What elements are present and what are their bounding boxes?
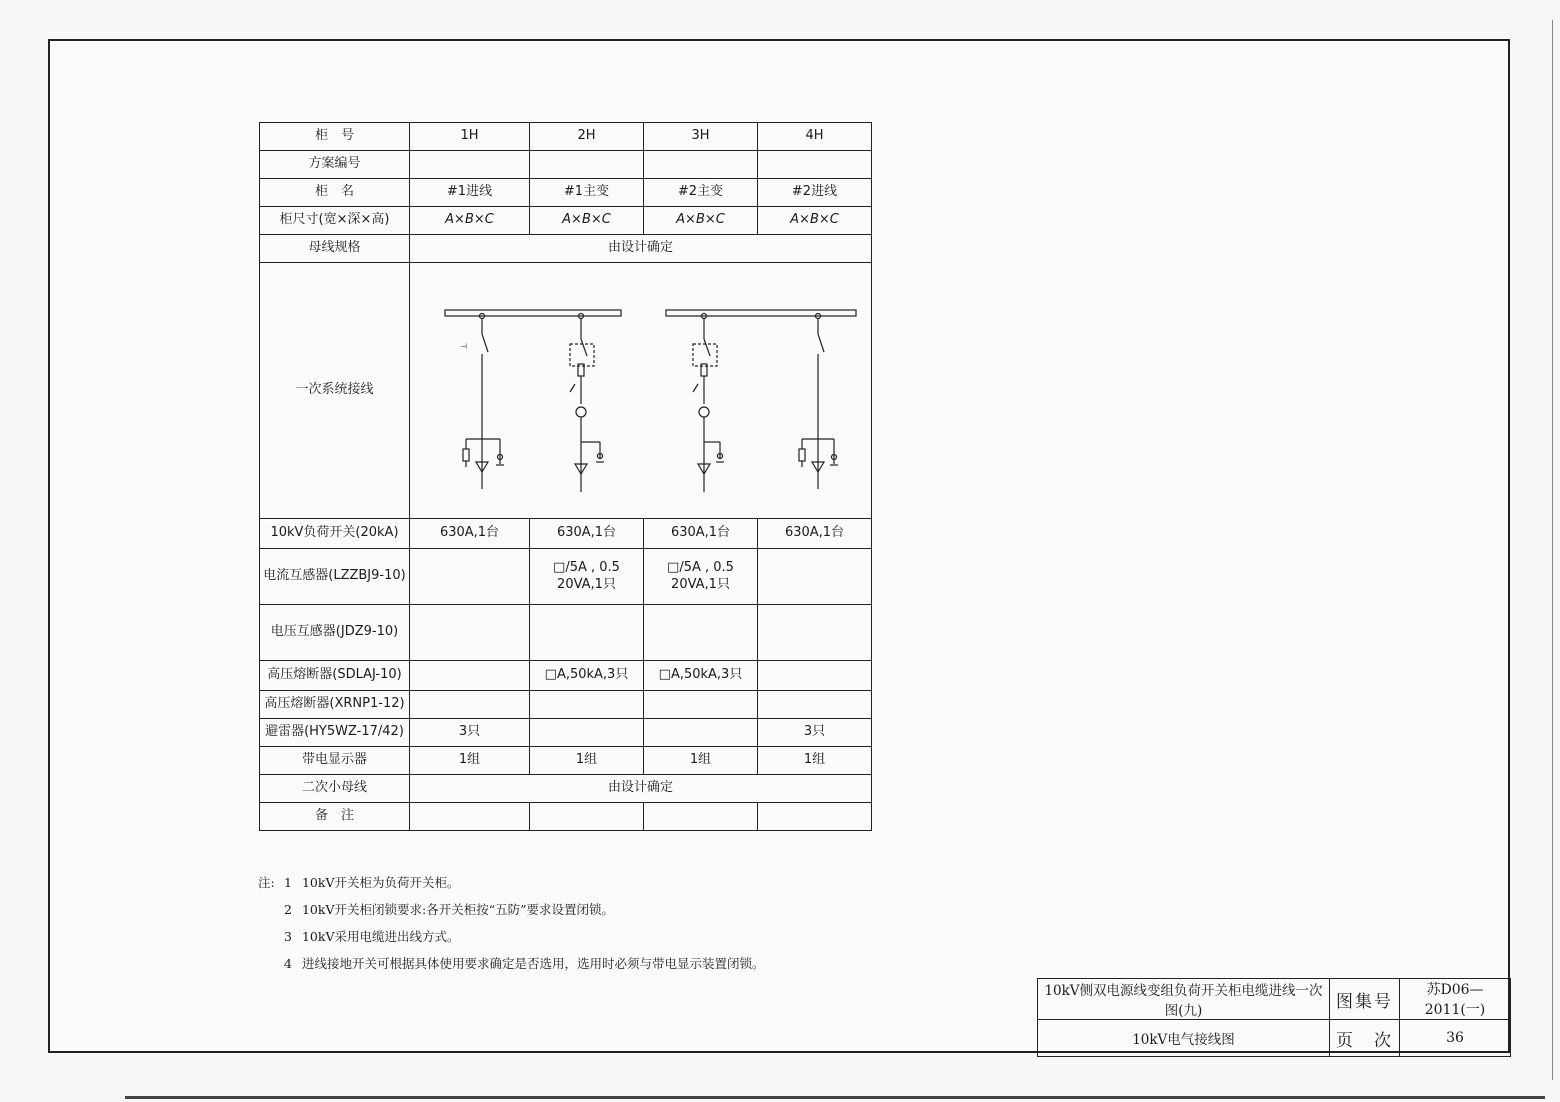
note-item	[258, 900, 978, 927]
feeder-4h	[799, 313, 838, 489]
table-cell	[530, 803, 644, 831]
row-cabinet-name	[260, 179, 872, 207]
row-fuse-xrnp	[260, 691, 872, 719]
label-remarks: 备 注	[260, 803, 410, 831]
label-busbar: 母线规格	[260, 235, 410, 263]
table-cell: 1组	[410, 747, 530, 775]
label-cabinet-size: 柜尺寸(宽×深×高)	[260, 207, 410, 235]
table-cell	[758, 151, 872, 179]
feeder-1h	[460, 313, 504, 489]
table-cell	[530, 691, 644, 719]
table-cell	[758, 803, 872, 831]
table-cell: A×B×C	[410, 207, 530, 235]
feeder-3h	[693, 313, 724, 492]
page-number: 36	[1400, 1020, 1511, 1057]
bottom-rule	[125, 1096, 1545, 1099]
table-cell: #2进线	[758, 179, 872, 207]
table-cell: A×B×C	[530, 207, 644, 235]
note-text: 10kV开关柜为负荷开关柜。	[301, 875, 460, 890]
table-cell: 3只	[410, 719, 530, 747]
table-cell	[758, 605, 872, 661]
table-cell: 1组	[530, 747, 644, 775]
label-fuse-sdlaj: 高压熔断器(SDLAJ-10)	[260, 661, 410, 691]
row-primary-wiring	[260, 263, 872, 519]
table-cell: 630A,1台	[410, 519, 530, 549]
row-cabinet-size	[260, 207, 872, 235]
note-number: 1	[284, 875, 292, 890]
table-cell: A×B×C	[758, 207, 872, 235]
table-cell	[758, 661, 872, 691]
table-cell: □/5A , 0.5 20VA,1只	[530, 549, 644, 605]
row-remarks	[260, 803, 872, 831]
table-cell	[644, 605, 758, 661]
label-cabinet-number: 柜 号	[260, 123, 410, 151]
row-secondary-bus	[260, 775, 872, 803]
label-load-switch: 10kV负荷开关(20kA)	[260, 519, 410, 549]
single-line-diagram-cell	[410, 263, 872, 519]
label-scheme-number: 方案编号	[260, 151, 410, 179]
label-secondary-bus: 二次小母线	[260, 775, 410, 803]
label-arrester: 避雷器(HY5WZ-17/42)	[260, 719, 410, 747]
table-cell: 3只	[758, 719, 872, 747]
row-scheme-number	[260, 151, 872, 179]
secondary-bus-value: 由设计确定	[410, 775, 872, 803]
label-voltage-transformer: 电压互感器(JDZ9-10)	[260, 605, 410, 661]
label-current-transformer: 电流互感器(LZZBJ9-10)	[260, 549, 410, 605]
single-line-diagram	[410, 264, 872, 518]
table-cell: □A,50kA,3只	[530, 661, 644, 691]
table-cell: □/5A , 0.5 20VA,1只	[644, 549, 758, 605]
table-cell: 1组	[644, 747, 758, 775]
table-cell	[410, 549, 530, 605]
table-cell: A×B×C	[644, 207, 758, 235]
note-number: 3	[284, 929, 292, 944]
row-voltage-transformer	[260, 605, 872, 661]
table-cell	[410, 661, 530, 691]
busbar-right	[666, 310, 856, 316]
label-primary-wiring: 一次系统接线	[260, 263, 410, 519]
table-cell	[644, 719, 758, 747]
row-current-transformer	[260, 549, 872, 605]
drawing-subtitle: 10kV电气接线图	[1038, 1020, 1330, 1057]
table-cell: 630A,1台	[758, 519, 872, 549]
note-item	[258, 954, 978, 981]
note-number: 2	[284, 902, 292, 917]
table-cell: #1进线	[410, 179, 530, 207]
row-fuse-sdlaj	[260, 661, 872, 691]
note-text: 进线接地开关可根据具体使用要求确定是否选用，选用时必须与带电显示装置闭锁。	[301, 956, 765, 971]
label-cabinet-name: 柜 名	[260, 179, 410, 207]
table-cell	[758, 549, 872, 605]
table-cell	[758, 691, 872, 719]
note-text: 10kV采用电缆进出线方式。	[301, 929, 460, 944]
table-cell	[644, 803, 758, 831]
note-item	[258, 873, 978, 900]
table-cell	[410, 151, 530, 179]
notes	[258, 873, 978, 981]
table-cell	[410, 691, 530, 719]
table-cell	[410, 605, 530, 661]
row-load-switch	[260, 519, 872, 549]
label-live-indicator: 带电显示器	[260, 747, 410, 775]
drawing-title: 10kV侧双电源线变组负荷开关柜电缆进线一次图(九)	[1038, 979, 1330, 1020]
table-cell: #2主变	[644, 179, 758, 207]
table-cell	[530, 719, 644, 747]
row-arrester	[260, 719, 872, 747]
note-item	[258, 927, 978, 954]
atlas-number: 苏D06—2011(一)	[1400, 979, 1511, 1020]
feeder-2h	[570, 313, 604, 492]
label-fuse-xrnp: 高压熔断器(XRNP1-12)	[260, 691, 410, 719]
table-cell: #1主变	[530, 179, 644, 207]
page-label: 页 次	[1330, 1020, 1400, 1057]
title-block	[1037, 978, 1511, 1057]
notes-prefix: 注:	[258, 875, 275, 890]
table-cell	[644, 691, 758, 719]
cabinet-1h: 1H	[410, 123, 530, 151]
row-live-indicator	[260, 747, 872, 775]
cabinet-4h: 4H	[758, 123, 872, 151]
table-cell: 630A,1台	[530, 519, 644, 549]
row-busbar	[260, 235, 872, 263]
cabinet-3h: 3H	[644, 123, 758, 151]
busbar-value: 由设计确定	[410, 235, 872, 263]
table-cell: 1组	[758, 747, 872, 775]
note-number: 4	[284, 956, 292, 971]
busbar-left	[445, 310, 621, 316]
table-cell	[410, 803, 530, 831]
table-cell	[530, 151, 644, 179]
row-cabinet-number	[260, 123, 872, 151]
note-text: 10kV开关柜闭锁要求:各开关柜按“五防”要求设置闭锁。	[301, 902, 614, 917]
table-cell	[644, 151, 758, 179]
table-cell: □A,50kA,3只	[644, 661, 758, 691]
cabinet-2h: 2H	[530, 123, 644, 151]
equipment-spec-table	[259, 122, 872, 831]
table-cell	[530, 605, 644, 661]
svg-text:⊣: ⊣	[460, 341, 467, 351]
atlas-label: 图集号	[1330, 979, 1400, 1020]
table-cell: 630A,1台	[644, 519, 758, 549]
sheet-edge	[1552, 20, 1553, 1080]
